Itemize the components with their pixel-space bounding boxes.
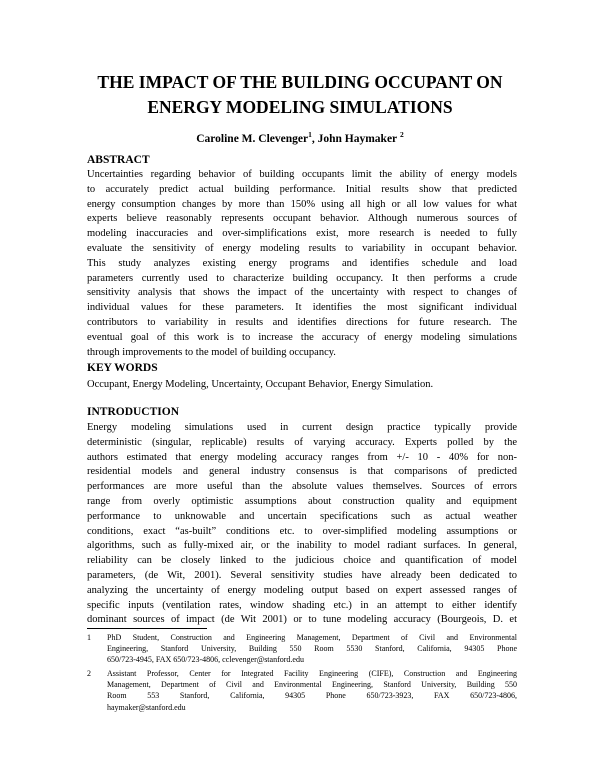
text-line: modeling inaccuracies and over-simplifications exist, more research is needed to fully [87,228,517,240]
text-line: analyzing the uncertainty of energy modeling output based on expert assessed ranges of [87,584,517,596]
footnote-number: 2 [87,669,91,678]
text-line: eventual goal of this work is to increase the accuracy of energy modeling simulations [87,331,517,343]
footnote-marker: 2 [400,130,404,139]
text-line: residential models and general industry consensus is that comparisons of predicted [87,466,517,478]
keywords-heading: KEY WORDS [87,362,158,374]
text-line: This study analyzes existing energy programs and identifies schedule and load [87,257,517,269]
title-line: ENERGY MODELING SIMULATIONS [147,97,453,117]
paper-title [60,70,540,120]
text-line: Uncertainties regarding behavior of building occupants limit the ability of energy models [87,169,517,180]
text-line: contributors to variability in results and identifies directions for future research. The [87,316,517,328]
text-line: to accurately predict actual building performance. Initial results show that predicted [87,183,517,195]
text-line: evaluate the sensitivity of energy modeling results to variability in occupant behavior. [87,242,517,254]
keywords-body [87,378,517,393]
introduction-heading: INTRODUCTION [87,406,180,418]
abstract-heading: ABSTRACT [87,154,150,166]
text-line: Energy modeling simulations used in current design practice typically provide [87,422,517,433]
text-line: parameters, (de Wit, 2001). Several sensitivity studies have already been dedicated to [87,569,517,581]
text-line: specific inputs (ventilation rates, window shading etc.) in an attempt to either identify [87,599,517,611]
footnote-line: 650/723-4945, FAX 650/723-4806, cclevenger@stanford.edu [107,655,304,665]
text-line: energy consumption changes by more than 150% using all high or all low values for what [87,198,517,210]
text-line: individual values for these parameters. It identifies the most significant individual [87,302,517,314]
text-line: experts believe reasonably represents occupant behavior. Although numerous sources of [87,213,517,225]
footnote-marker: 1 [308,130,312,139]
author-name: Caroline M. Clevenger [196,132,309,145]
text-line: reliability can be closely linked to the judicious choice and quantification of model [87,555,517,567]
footnote-line: haymaker@stanford.edu [107,702,186,712]
text-line: sensitivity analysis that shows the impact of the uncertainty with respect to changes of [87,287,517,299]
text-line: performance to unknowable and uncertain specifications such as actual weather [87,510,517,522]
author-line [60,128,540,146]
title-line: THE IMPACT OF THE BUILDING OCCUPANT ON [97,72,503,92]
text-line: performances are more useful than the absolute values themselves. Sources of errors [87,481,517,493]
footnote-line: Assistant Professor, Center for Integrated Facility Engineering (CIFE), Construction and Engineering [107,669,517,678]
text-line: parameters currently used to characterize building occupancy. It then performs a crude [87,272,517,284]
abstract-body [87,168,517,360]
text-line: Occupant, Energy Modeling, Uncertainty, Occupant Behavior, Energy Simulation. [87,379,434,390]
text-line: range from overly optimistic assumptions about construction quality and equipment [87,495,517,507]
footnote-line: Engineering, Stanford University, Building 550 Room 5530 Stanford, California, 94305 Phone [107,644,517,654]
author-name: John Haymaker [317,132,398,145]
text-line: dominant sources of impact (de Wit 2001) or to tune modeling accuracy (Bourgeois, D. et [87,614,517,626]
text-line: deterministic (singular, replicable) results of varying accuracy. Experts polled by the [87,436,517,448]
introduction-body [87,421,517,628]
text-line: authors estimated that energy modeling accuracy ranges from +/- 10 - 40% for non- [87,451,517,463]
text-line: through improvements to the model of building occupancy. [87,346,336,358]
text-line: conditions, exact “as-built” conditions etc. to over-simplified modeling assumptions or [87,525,517,537]
footnote-line: Management, Department of Civil and Environmental Engineering, Stanford University, Building 550 [107,680,517,690]
footnote-line: Room 553 Stanford, California, 94305 Phone 650/723-3923, FAX 650/723-4806, [107,691,517,701]
author-separator: , [311,132,318,145]
footnote-line: PhD Student, Construction and Engineering Management, Department of Civil and Environmental [107,633,517,642]
text-line: algorithms, such as fully-mixed air, or the inability to model radiant surfaces. In general, [87,540,517,552]
footnote-divider [87,628,207,629]
footnote-number: 1 [87,633,91,642]
